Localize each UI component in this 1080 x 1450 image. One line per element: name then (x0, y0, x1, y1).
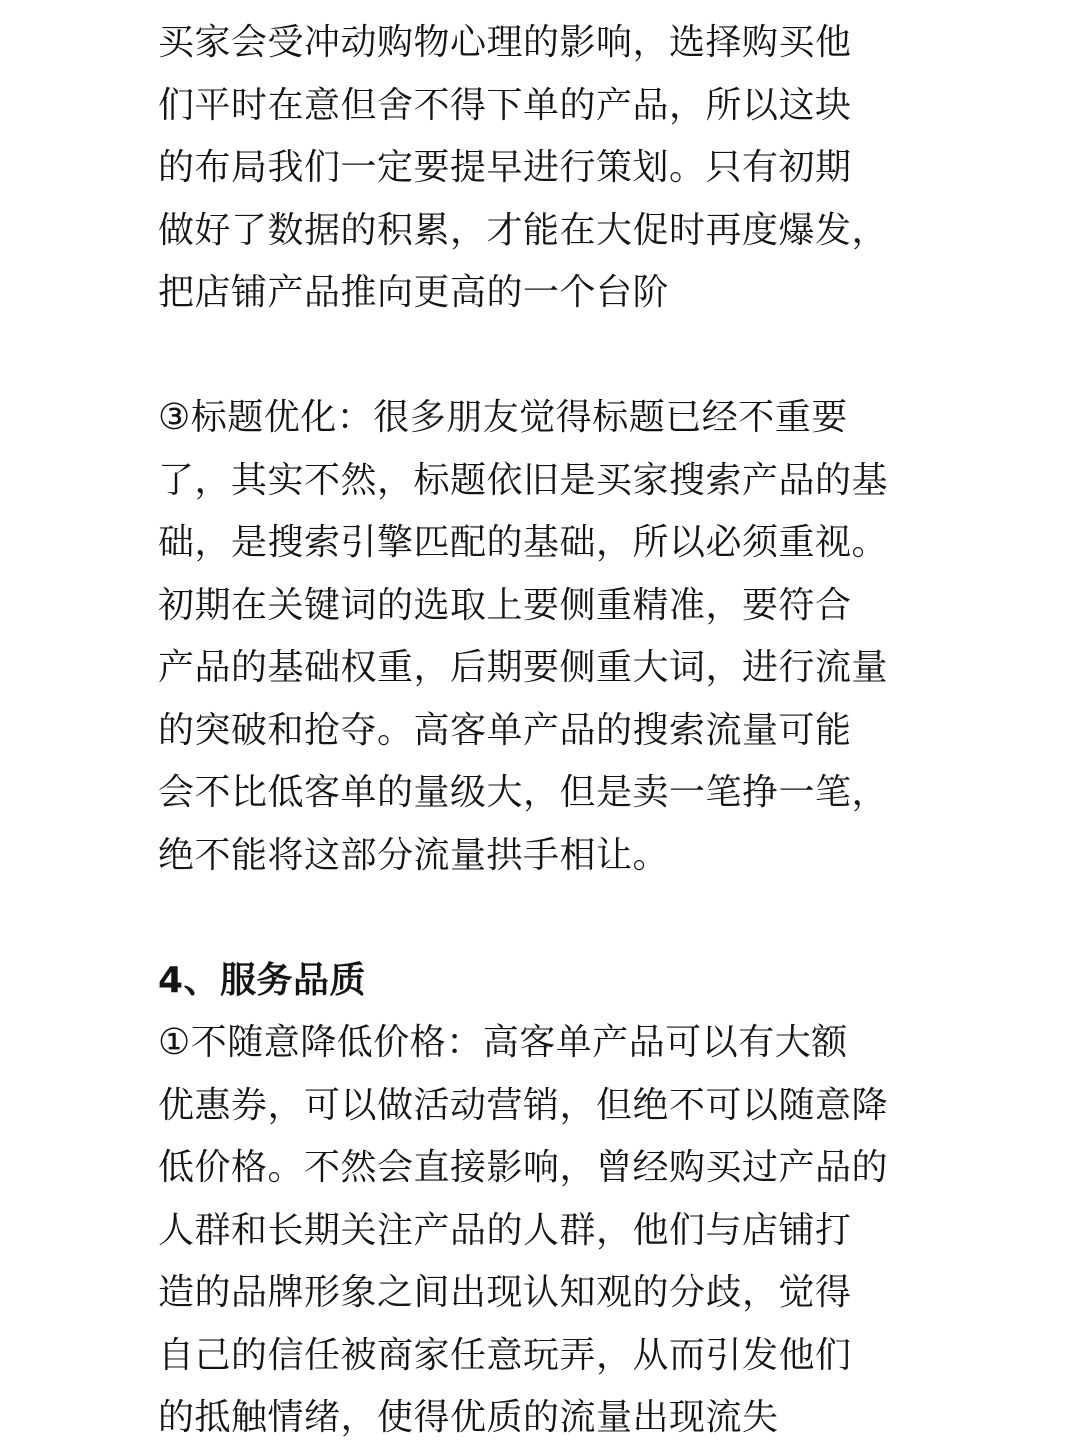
paragraph-spacer (158, 887, 938, 950)
text-line: 绝不能将这部分流量拱手相让。 (158, 834, 670, 876)
text-line: 优惠券，可以做活动营销，但绝不可以随意降 (158, 1084, 889, 1126)
paragraph-spacer (158, 325, 938, 388)
text-line: 产品的基础权重，后期要侧重大词，进行流量 (158, 647, 889, 688)
text-line: 造的品牌形象之间出现认知观的分歧，觉得 (158, 1272, 852, 1313)
text-line: 了，其实不然，标题依旧是买家搜索产品的基 (158, 459, 889, 501)
text-line: 会不比低客单的量级大，但是卖一笔挣一笔， (158, 772, 889, 813)
text-line: 们平时在意但舍不得下单的产品，所以这块 (158, 84, 852, 126)
text-line: 自己的信任被商家任意玩弄，从而引发他们 (158, 1334, 852, 1376)
text-line: 低价格。不然会直接影响，曾经购买过产品的 (158, 1147, 889, 1188)
article-body (158, 12, 938, 1450)
text-line: 人群和长期关注产品的人群，他们与店铺打 (158, 1209, 852, 1251)
text-line: 买家会受冲动购物心理的影响，选择购买他 (158, 22, 852, 63)
text-line: 初期在关键词的选取上要侧重精准，要符合 (158, 584, 852, 626)
section-heading: 4、服务品质 (158, 959, 367, 1001)
section-service-quality (158, 950, 938, 1450)
paragraph-title-optimization (158, 387, 938, 887)
text-line: 础，是搜索引擎匹配的基础，所以必须重视。 (158, 522, 889, 563)
text-line: 的突破和抢夺。高客单产品的搜索流量可能 (158, 709, 852, 751)
text-line: 做好了数据的积累，才能在大促时再度爆发， (158, 209, 889, 251)
text-line: ①不随意降低价格：高客单产品可以有大额 (158, 1022, 848, 1063)
text-line: 的抵触情绪，使得优质的流量出现流失 (158, 1397, 779, 1438)
text-line: ③标题优化：很多朋友觉得标题已经不重要 (158, 397, 848, 438)
text-line: 把店铺产品推向更高的一个台阶 (158, 272, 670, 313)
paragraph-layout-planning (158, 12, 938, 325)
text-line: 的布局我们一定要提早进行策划。只有初期 (158, 147, 852, 188)
